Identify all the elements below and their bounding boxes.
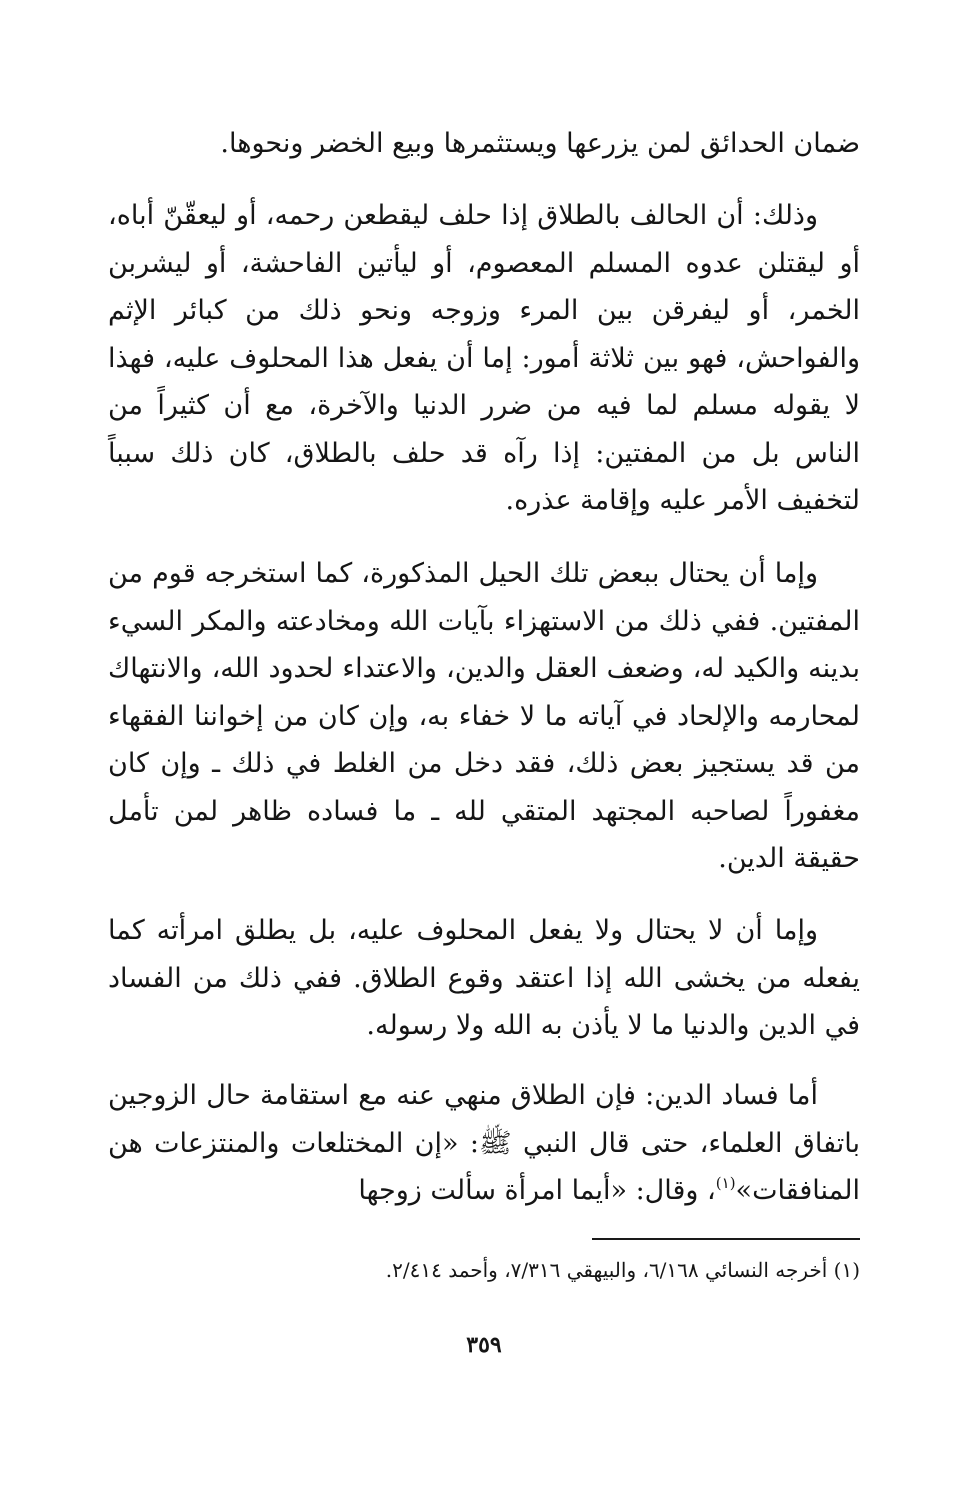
paragraph-4: وإما أن لا يحتال ولا يفعل المحلوف عليه، بل يطلق امرأته كما يفعله من يخشى الله إذا اعتقد وقوع الطلاق. ففي ذلك من الفساد في الدين والدنيا ما لا يأذن به الله ولا رسوله. <box>108 915 860 1041</box>
paragraph-5-text-start: أما فساد الدين: فإن الطلاق منهي عنه مع استقامة حال الزوجين باتفاق العلماء، حتى قال النبي ﷺ: «إن المختلعات والمنتزعات هن المنافقات» <box>108 1080 860 1206</box>
paragraph-5 <box>108 1072 860 1215</box>
book-page <box>108 110 860 1410</box>
paragraph-3: وإما أن يحتال ببعض تلك الحيل المذكورة، كما استخرجه قوم من المفتين. ففي ذلك من الاستهزاء بآيات الله ومخادعته والمكر السيء بدينه والكيد له، وضعف العقل والدين، والاعتداء لحدود الله، والانتهاك لمحارمه والإلحاد في آياته ما لا خفاء به، وإن كان من إخواننا الفقهاء من قد يستجيز بعض ذلك، فقد دخل من الغلط في ذلك ـ وإن كان مغفوراً لصاحبه المجتهد المتقي لله ـ ما فساده ظاهر لمن تأمل حقيقة الدين. <box>108 558 860 874</box>
footnote: (١) أخرجه النسائي ٦/١٦٨، والبيهقي ٧/٣١٦، وأحمد ٢/٤١٤. <box>385 1258 860 1282</box>
paragraph-1: ضمان الحدائق لمن يزرعها ويستثمرها وبيع الخضر ونحوها. <box>220 128 860 159</box>
footnote-reference-mark: (١) <box>715 1174 736 1192</box>
footnote-separator <box>592 1238 860 1240</box>
paragraph-5-text-end: ، وقال: «أيما امرأة سألت زوجها <box>358 1175 716 1206</box>
paragraph-2: وذلك: أن الحالف بالطلاق إذا حلف ليقطعن رحمه، أو ليعقّنّ أباه، أو ليقتلن عدوه المسلم المعصوم، أو ليأتين الفاحشة، أو ليشربن الخمر، أو ليفرقن بين المرء وزوجه ونحو ذلك من كبائر الإثم والفواحش، فهو بين ثلاثة أمور: إما أن يفعل هذا المحلوف عليه، فهذا لا يقوله مسلم لما فيه من ضرر الدنيا والآخرة، مع أن كثيراً من الناس بل من المفتين: إذا رآه قد حلف بالطلاق، كان ذلك سبباً لتخفيف الأمر عليه وإقامة عذره. <box>108 200 860 516</box>
page-number: ٣٥٩ <box>466 1332 502 1358</box>
